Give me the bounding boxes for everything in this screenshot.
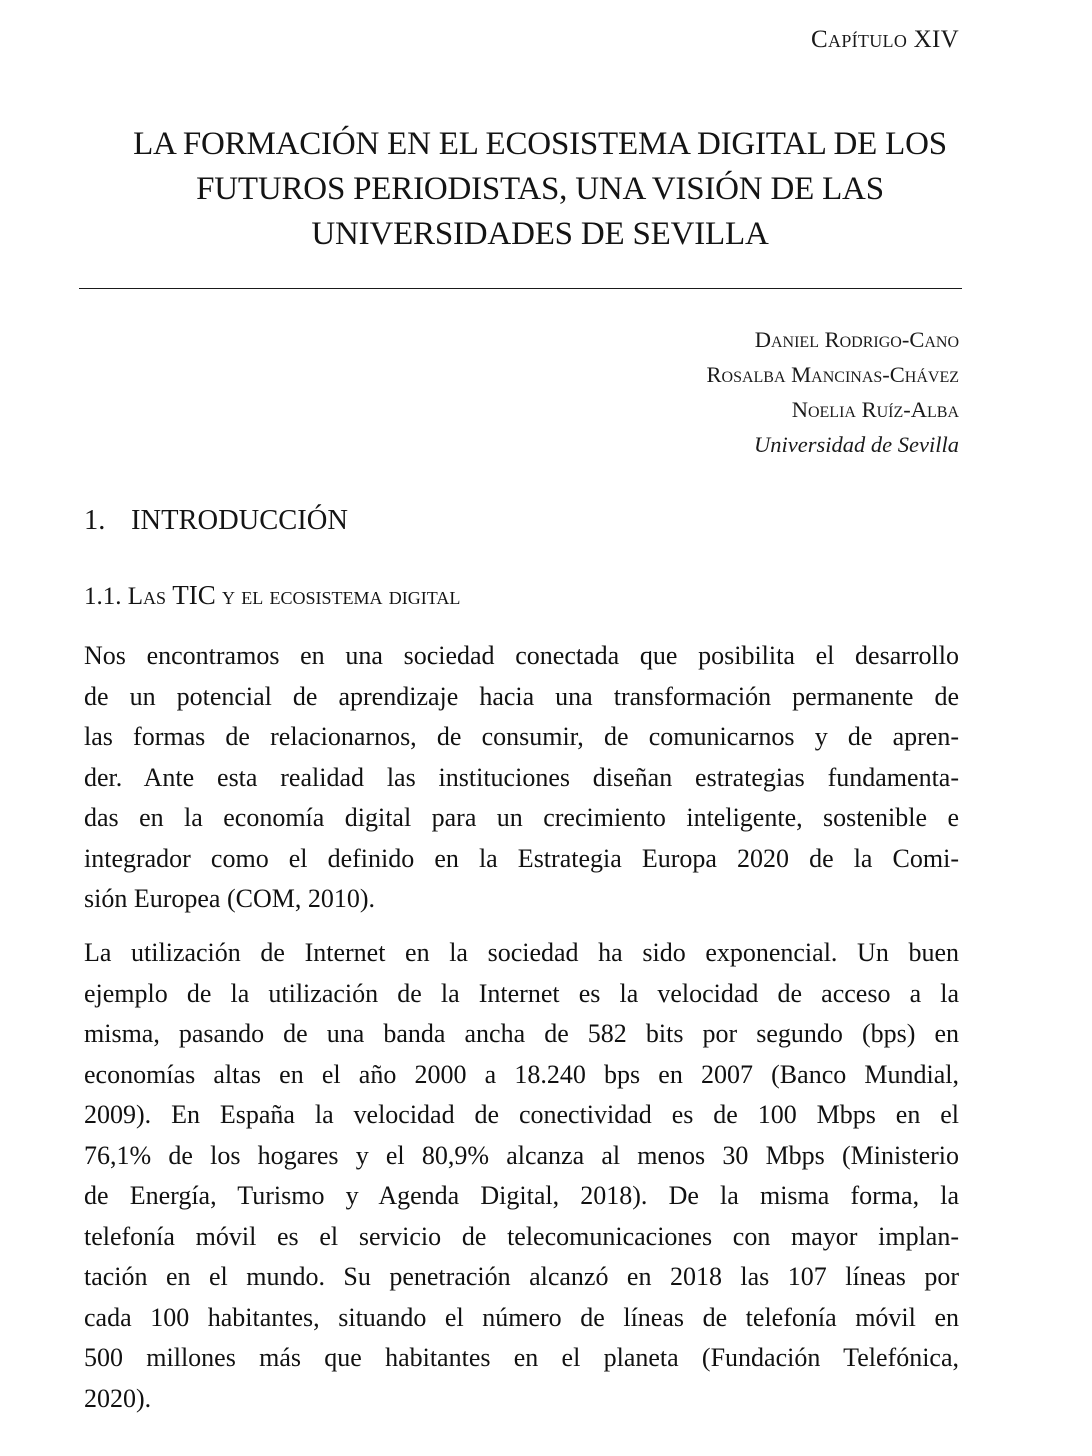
paragraph-line: de un potencial de aprendizaje hacia una transformación permanente de — [84, 681, 959, 711]
paragraph-line: 2020). — [84, 1383, 152, 1413]
author-block — [707, 322, 959, 462]
chapter-label: Capítulo XIV — [811, 26, 959, 53]
paragraph-line: cada 100 habitantes, situando el número de líneas de telefonía móvil en — [84, 1302, 959, 1332]
paragraph-line: de Energía, Turismo y Agenda Digital, 2018). De la misma forma, la — [84, 1181, 959, 1210]
section-heading — [84, 505, 348, 537]
author-name: Noelia Ruíz-Alba — [791, 397, 959, 422]
title-line: FUTUROS PERIODISTAS, UNA VISIÓN DE LAS — [196, 171, 884, 207]
subsection-title-acronym: TIC — [172, 580, 216, 610]
paragraph-line: las formas de relacionarnos, de consumir, de comunicarnos y de apren- — [84, 722, 959, 751]
subsection-title-part2: y el ecosistema digital — [222, 583, 461, 610]
paragraph-line: integrador como el definido en la Estrategia Europa 2020 de la Comi- — [84, 843, 959, 873]
subsection-heading — [84, 580, 460, 611]
paragraph-line: 500 millones más que habitantes en el planeta (Fundación Telefónica, — [84, 1343, 959, 1372]
paragraph-line: telefonía móvil es el servicio de telecomunicaciones con mayor implan- — [84, 1221, 959, 1251]
chapter-title — [60, 122, 1020, 257]
paragraph-line: Nos encontramos en una sociedad conectada que posibilita el desarrollo — [84, 641, 959, 670]
title-line: LA FORMACIÓN EN EL ECOSISTEMA DIGITAL DE LOS — [133, 126, 947, 162]
paragraph-line: La utilización de Internet en la sociedad ha sido exponencial. Un buen — [84, 938, 959, 967]
author-name: Rosalba Mancinas-Chávez — [706, 362, 959, 387]
paragraph-line: sión Europea (COM, 2010). — [84, 884, 376, 913]
body-paragraph — [84, 933, 959, 1419]
title-line: UNIVERSIDADES DE SEVILLA — [311, 216, 769, 252]
body-paragraph — [84, 636, 959, 920]
author-affiliation: Universidad de Sevilla — [754, 432, 959, 457]
title-divider — [79, 288, 962, 289]
subsection-title-part1: Las — [127, 583, 167, 610]
section-title: INTRODUCCIÓN — [131, 505, 348, 536]
subsection-number: 1.1. — [84, 583, 122, 610]
paragraph-line: economías altas en el año 2000 a 18.240 bps en 2007 (Banco Mundial, — [84, 1059, 959, 1089]
paragraph-line: der. Ante esta realidad las instituciones diseñan estrategias fundamenta- — [84, 762, 959, 792]
paragraph-line: tación en el mundo. Su penetración alcanzó en 2018 las 107 líneas por — [84, 1262, 959, 1291]
paragraph-line: ejemplo de la utilización de la Internet es la velocidad de acceso a la — [84, 978, 959, 1008]
section-number: 1. — [84, 505, 106, 536]
paragraph-line: 2009). En España la velocidad de conectividad es de 100 Mbps en el — [84, 1100, 959, 1129]
paragraph-line: 76,1% de los hogares y el 80,9% alcanza al menos 30 Mbps (Ministerio — [84, 1140, 959, 1170]
paragraph-line: misma, pasando de una banda ancha de 582 bits por segundo (bps) en — [84, 1019, 959, 1048]
paragraph-line: das en la economía digital para un crecimiento inteligente, sostenible e — [84, 803, 959, 832]
author-name: Daniel Rodrigo-Cano — [754, 327, 959, 352]
